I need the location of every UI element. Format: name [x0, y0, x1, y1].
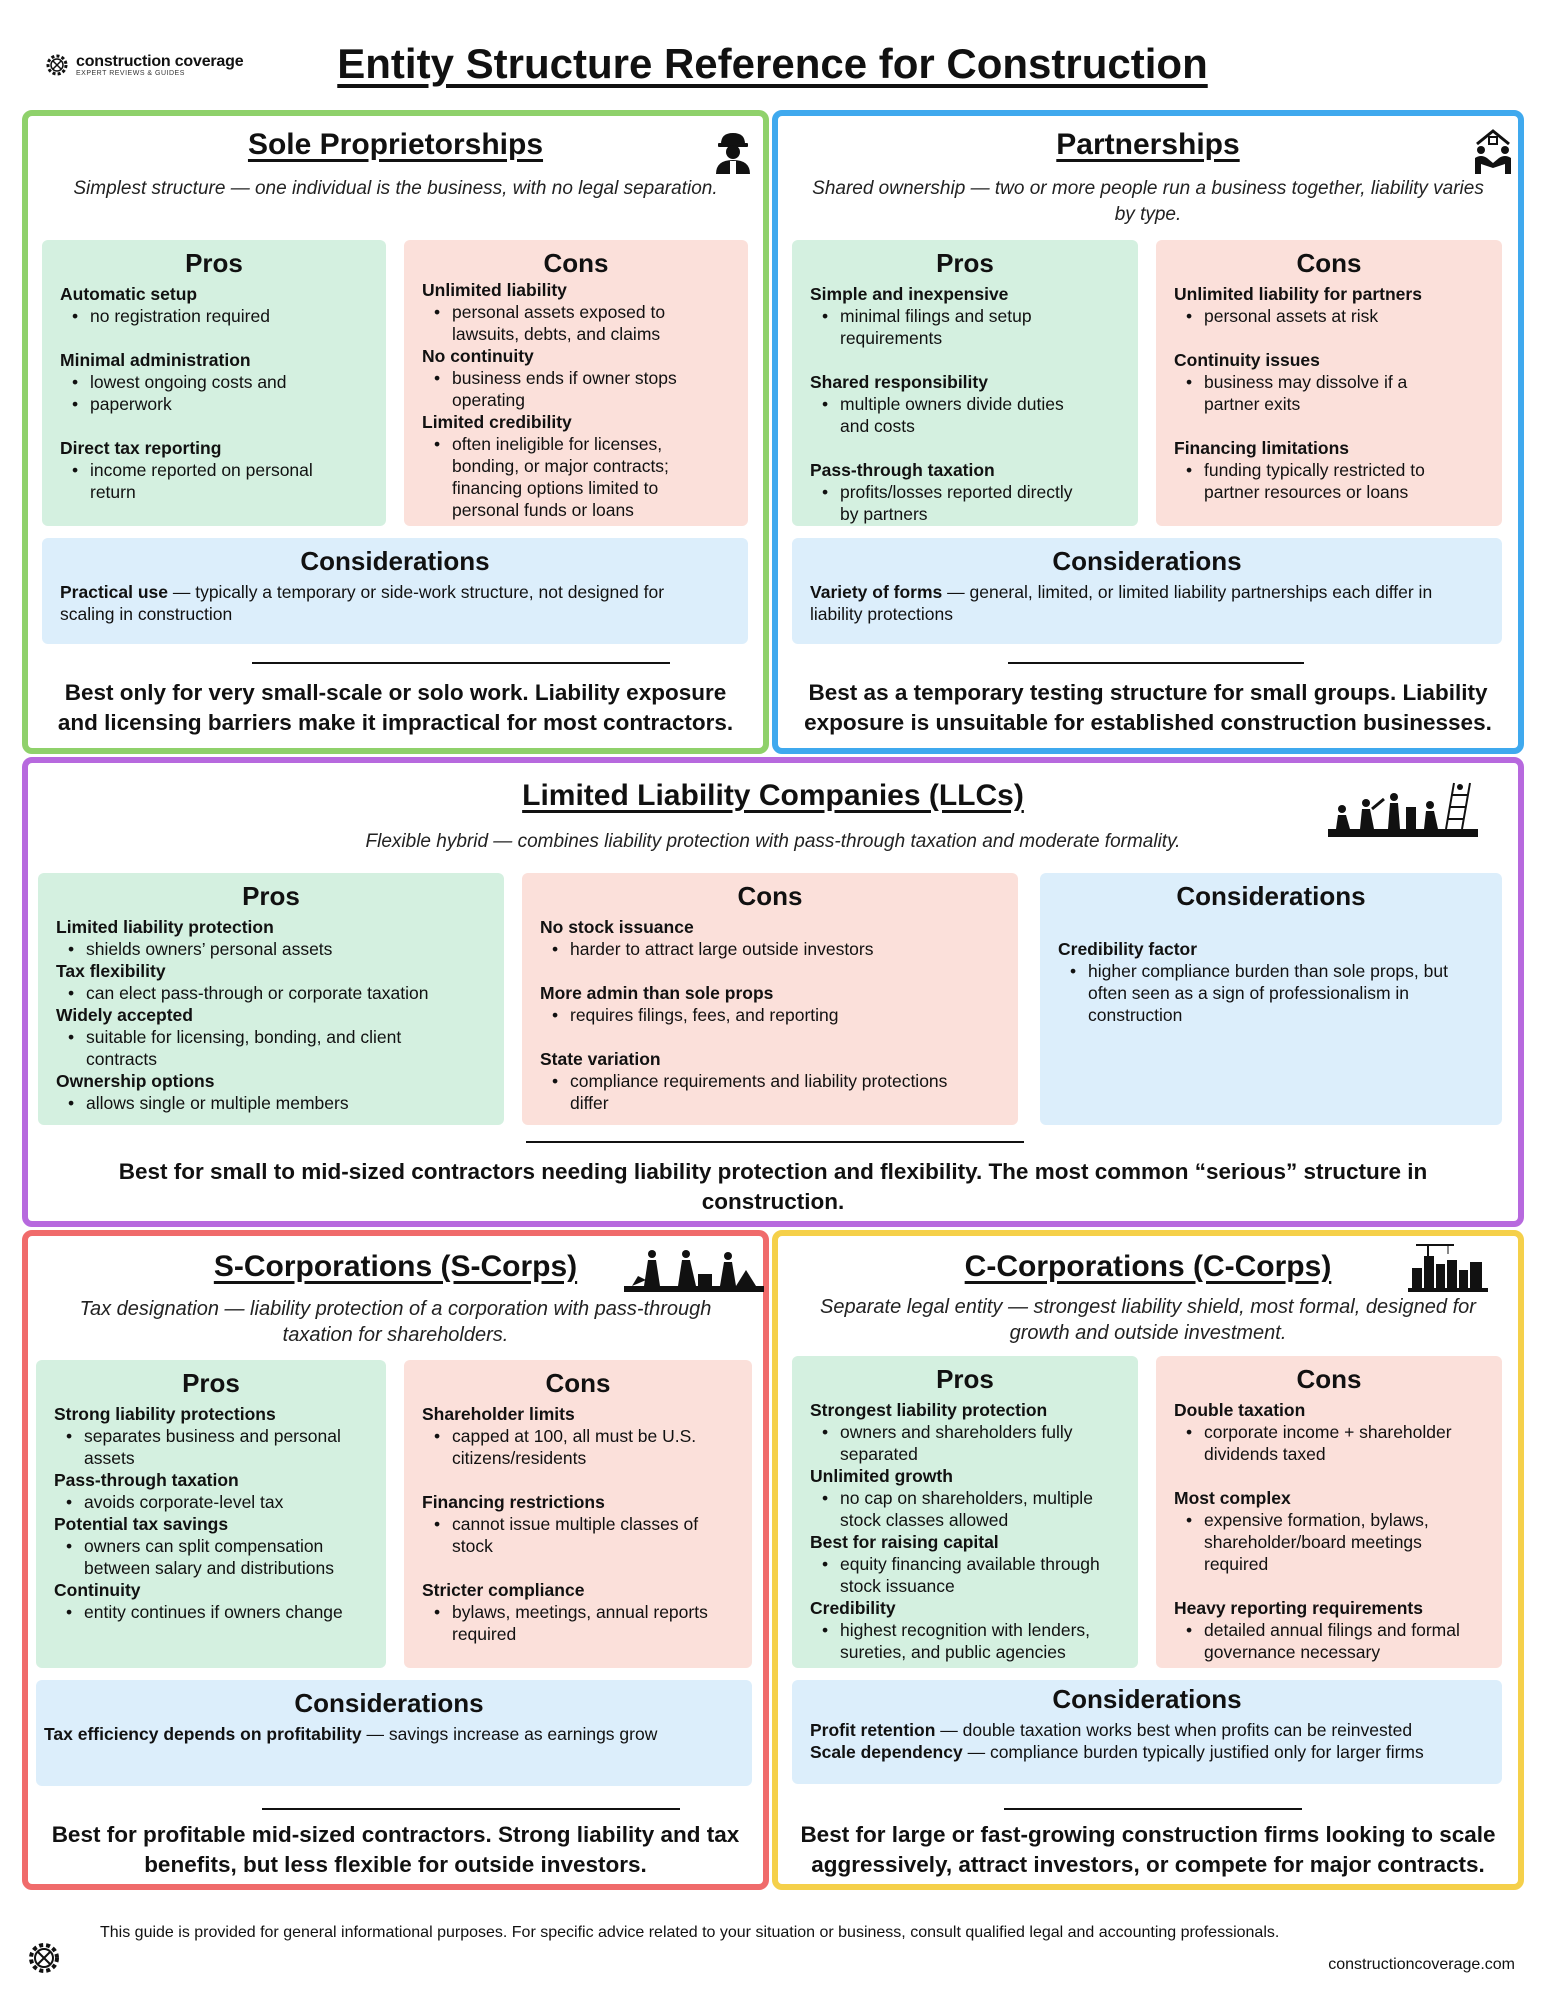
con-item-text: • expensive formation, bylaws, [1174, 1509, 1484, 1531]
considerations-heading: Considerations [1176, 881, 1366, 911]
cons-box [404, 240, 748, 526]
pro-item-title: Pass-through taxation [54, 1470, 239, 1490]
brand-tagline: EXPERT REVIEWS & GUIDES [76, 69, 185, 77]
pro-item-title: Strong liability protections [54, 1404, 276, 1424]
section-partnerships [772, 110, 1524, 754]
pro-item-text: • highest recognition with lenders, [810, 1619, 1120, 1641]
pro-item-text: • can elect pass-through or corporate taxation [56, 982, 486, 1004]
consideration-text: Scale dependency — compliance burden typically justified only for larger firms [810, 1742, 1424, 1762]
consideration-text: liability protections [810, 604, 953, 624]
pro-item-text: between salary and distributions [84, 1558, 335, 1578]
footer-site-link[interactable]: constructioncoverage.com [1328, 1956, 1515, 1973]
pros-heading: Pros [185, 248, 243, 278]
divider [262, 1808, 680, 1810]
con-item-text: • harder to attract large outside investors [540, 938, 1000, 960]
con-item-text: financing options limited to [452, 478, 659, 498]
con-item-text: governance necessary [1204, 1642, 1381, 1662]
cons-heading: Cons [1296, 1364, 1362, 1394]
pro-item-text: • equity financing available through [810, 1553, 1120, 1575]
section-summary: Best only for very small-scale or solo work. Liability exposure and licensing barriers make it impractical for most contractors. [57, 680, 734, 735]
pro-item-text: • multiple owners divide duties [810, 393, 1120, 415]
con-item-text: required [1204, 1554, 1269, 1574]
pro-item-text: • suitable for licensing, bonding, and client [56, 1026, 486, 1048]
pro-item-title: Minimal administration [60, 350, 251, 370]
pro-item-text: by partners [840, 504, 928, 524]
section-subtitle: Simplest structure — one individual is the business, with no legal separation. [73, 178, 718, 199]
gear-tools-icon [26, 1940, 62, 1976]
pro-item-title: Tax flexibility [56, 961, 166, 981]
considerations-heading: Considerations [300, 546, 490, 576]
con-item-text: partner exits [1204, 394, 1301, 414]
con-item-title: No continuity [422, 346, 534, 366]
pro-item-title: Pass-through taxation [810, 460, 995, 480]
con-item-title: More admin than sole props [540, 983, 774, 1003]
cons-heading: Cons [737, 881, 803, 911]
pro-item-title: Best for raising capital [810, 1532, 999, 1552]
pro-item-title: Direct tax reporting [60, 438, 222, 458]
page-title: Entity Structure Reference for Construction [337, 40, 1208, 87]
pro-item-text: sureties, and public agencies [840, 1642, 1066, 1662]
pro-item-text: return [90, 482, 136, 502]
pro-item-title: Ownership options [56, 1071, 215, 1091]
consideration-item-title: Credibility factor [1058, 939, 1198, 959]
section-subtitle: Shared ownership — two or more people run a business together, liability varies by type. [812, 178, 1484, 225]
consideration-text: Practical use — typically a temporary or side-work structure, not designed for [60, 582, 665, 602]
pros-box [792, 240, 1138, 526]
considerations-heading: Considerations [294, 1688, 484, 1718]
pro-item-text: • allows single or multiple members [56, 1092, 486, 1114]
pros-heading: Pros [936, 248, 994, 278]
pro-item-text: • owners and shareholders fully [810, 1421, 1120, 1443]
pros-heading: Pros [182, 1368, 240, 1398]
section-c-corporations [772, 1230, 1524, 1890]
considerations-box [792, 1680, 1502, 1784]
worker-icon [710, 128, 756, 174]
pro-item-text: requirements [840, 328, 943, 348]
consideration-text: Tax efficiency depends on profitability — savings increase as earnings grow [44, 1724, 658, 1744]
section-subtitle: Tax designation — liability protection of a corporation with pass-through taxation for shareholders. [79, 1298, 712, 1346]
consideration-text: scaling in construction [60, 604, 233, 624]
pro-item-text: stock issuance [840, 1576, 955, 1596]
con-item-text: • bylaws, meetings, annual reports [422, 1601, 734, 1623]
pro-item-text: • shields owners’ personal assets [56, 938, 486, 960]
pro-item-text: and costs [840, 416, 915, 436]
cons-box [1156, 240, 1502, 526]
pro-item-title: Shared responsibility [810, 372, 988, 392]
pro-item-title: Simple and inexpensive [810, 284, 1009, 304]
consideration-item-text: • higher compliance burden than sole props, but [1058, 960, 1484, 982]
divider [252, 662, 670, 664]
pro-item-text: • no registration required [60, 305, 368, 327]
considerations-heading: Considerations [1052, 1684, 1242, 1714]
section-subtitle: Flexible hybrid — combines liability protection with pass-through taxation and moderate formality. [365, 831, 1181, 852]
section-summary: Best for profitable mid-sized contractors. Strong liability and tax benefits, but less flexible for outside investors. [51, 1822, 740, 1877]
con-item-title: State variation [540, 1049, 661, 1069]
section-title: S-Corporations (S-Corps) [213, 1250, 578, 1283]
pros-heading: Pros [936, 1364, 994, 1394]
section-subtitle: Separate legal entity — strongest liability shield, most formal, designed for growth and outside investment. [820, 1296, 1476, 1344]
pro-item-title: Unlimited growth [810, 1466, 953, 1486]
section-sole-proprietorships [22, 110, 769, 754]
section-title: Limited Liability Companies (LLCs) [522, 779, 1024, 812]
pro-item-text: • lowest ongoing costs and [60, 371, 368, 393]
pros-heading: Pros [242, 881, 300, 911]
con-item-title: Most complex [1174, 1488, 1291, 1508]
considerations-box [42, 538, 748, 644]
cons-heading: Cons [545, 1368, 611, 1398]
pro-item-title: Limited liability protection [56, 917, 274, 937]
con-item-text: • cannot issue multiple classes of [422, 1513, 734, 1535]
considerations-box [36, 1680, 752, 1786]
con-item-title: Double taxation [1174, 1400, 1306, 1420]
section-llcs [22, 757, 1524, 1227]
con-item-text: • funding typically restricted to [1174, 459, 1484, 481]
pros-box [36, 1360, 386, 1668]
cons-box [404, 1360, 752, 1668]
con-item-text: differ [570, 1093, 609, 1113]
con-item-text: bonding, or major contracts; [452, 456, 669, 476]
considerations-box [792, 538, 1502, 644]
consideration-text: Variety of forms — general, limited, or limited liability partnerships each differ in [810, 582, 1433, 602]
pro-item-text: • income reported on personal [60, 459, 368, 481]
con-item-text: dividends taxed [1204, 1444, 1326, 1464]
pro-item-text: • avoids corporate-level tax [54, 1491, 368, 1513]
considerations-box [1040, 873, 1502, 1125]
cons-box [1156, 1356, 1502, 1668]
pro-item-text: • no cap on shareholders, multiple [810, 1487, 1120, 1509]
pro-item-text: assets [84, 1448, 135, 1468]
consideration-item-text: construction [1088, 1005, 1183, 1025]
consideration-item-text: often seen as a sign of professionalism in [1088, 983, 1410, 1003]
con-item-text: shareholder/board meetings [1204, 1532, 1422, 1552]
con-item-text: • capped at 100, all must be U.S. [422, 1425, 734, 1447]
con-item-text: • personal assets at risk [1174, 305, 1484, 327]
con-item-title: Limited credibility [422, 412, 572, 432]
pro-item-text: separated [840, 1444, 918, 1464]
cons-box [522, 873, 1018, 1125]
pro-item-title: Widely accepted [56, 1005, 193, 1025]
pro-item-text: • separates business and personal [54, 1425, 368, 1447]
con-item-text: • business ends if owner stops [422, 367, 730, 389]
pro-item-title: Strongest liability protection [810, 1400, 1048, 1420]
section-title: Partnerships [1056, 128, 1240, 161]
divider [1008, 662, 1304, 664]
pro-item-title: Credibility [810, 1598, 896, 1618]
handshake-house-icon [1472, 128, 1514, 174]
con-item-text: • compliance requirements and liability protections [540, 1070, 1000, 1092]
con-item-text: • personal assets exposed to [422, 301, 730, 323]
section-summary: Best for small to mid-sized contractors needing liability protection and flexibility. The most common “serious” structure in construction. [118, 1159, 1428, 1214]
pro-item-title: Potential tax savings [54, 1514, 229, 1534]
pro-item-text: stock classes allowed [840, 1510, 1009, 1530]
pro-item-title: Continuity [54, 1580, 141, 1600]
section-summary: Best as a temporary testing structure for small groups. Liability exposure is unsuitable for established construction businesses. [804, 680, 1492, 735]
con-item-title: Stricter compliance [422, 1580, 585, 1600]
cons-heading: Cons [543, 248, 609, 278]
pro-item-text: • entity continues if owners change [54, 1601, 368, 1623]
pros-box [42, 240, 386, 526]
brand-name: construction coverage [76, 52, 244, 70]
con-item-title: Unlimited liability [422, 280, 567, 300]
pros-box [792, 1356, 1138, 1668]
con-item-title: Financing restrictions [422, 1492, 605, 1512]
pros-box [38, 873, 504, 1125]
con-item-title: No stock issuance [540, 917, 694, 937]
divider [526, 1141, 1024, 1143]
considerations-heading: Considerations [1052, 546, 1242, 576]
workers-silhouette-icon [624, 1246, 764, 1292]
divider [1004, 1808, 1302, 1810]
con-item-text: stock [452, 1536, 493, 1556]
con-item-text: • detailed annual filings and formal [1174, 1619, 1484, 1641]
con-item-text: lawsuits, debts, and claims [452, 324, 661, 344]
footer-disclaimer: This guide is provided for general informational purposes. For specific advice related to your situation or business, consult qualified legal and accounting professionals. [100, 1924, 1280, 1941]
con-item-text: • corporate income + shareholder [1174, 1421, 1484, 1443]
section-s-corporations [22, 1230, 769, 1890]
con-item-title: Financing limitations [1174, 438, 1350, 458]
pro-item-text: • profits/losses reported directly [810, 481, 1120, 503]
section-title: C-Corporations (C-Corps) [964, 1250, 1332, 1283]
pro-item-text: • paperwork [60, 393, 368, 415]
pro-item-text: contracts [86, 1049, 157, 1069]
con-item-text: • business may dissolve if a [1174, 371, 1484, 393]
con-item-text: • often ineligible for licenses, [422, 433, 730, 455]
con-item-text: • requires filings, fees, and reporting [540, 1004, 1000, 1026]
section-summary: Best for large or fast-growing construction firms looking to scale aggressively, attract investors, or compete for major contracts. [800, 1822, 1496, 1877]
pro-item-text: • owners can split compensation [54, 1535, 368, 1557]
con-item-text: required [452, 1624, 517, 1644]
section-title: Sole Proprietorships [247, 128, 544, 161]
con-item-title: Shareholder limits [422, 1404, 575, 1424]
con-item-text: operating [452, 390, 525, 410]
con-item-text: personal funds or loans [452, 500, 634, 520]
cons-heading: Cons [1296, 248, 1362, 278]
consideration-text: Profit retention — double taxation works best when profits can be reinvested [810, 1720, 1413, 1740]
city-crane-icon [1408, 1242, 1488, 1292]
con-item-title: Continuity issues [1174, 350, 1320, 370]
con-item-text: partner resources or loans [1204, 482, 1409, 502]
pro-item-text: • minimal filings and setup [810, 305, 1120, 327]
con-item-text: citizens/residents [452, 1448, 587, 1468]
con-item-title: Unlimited liability for partners [1174, 284, 1422, 304]
con-item-title: Heavy reporting requirements [1174, 1598, 1423, 1618]
pro-item-title: Automatic setup [60, 284, 198, 304]
